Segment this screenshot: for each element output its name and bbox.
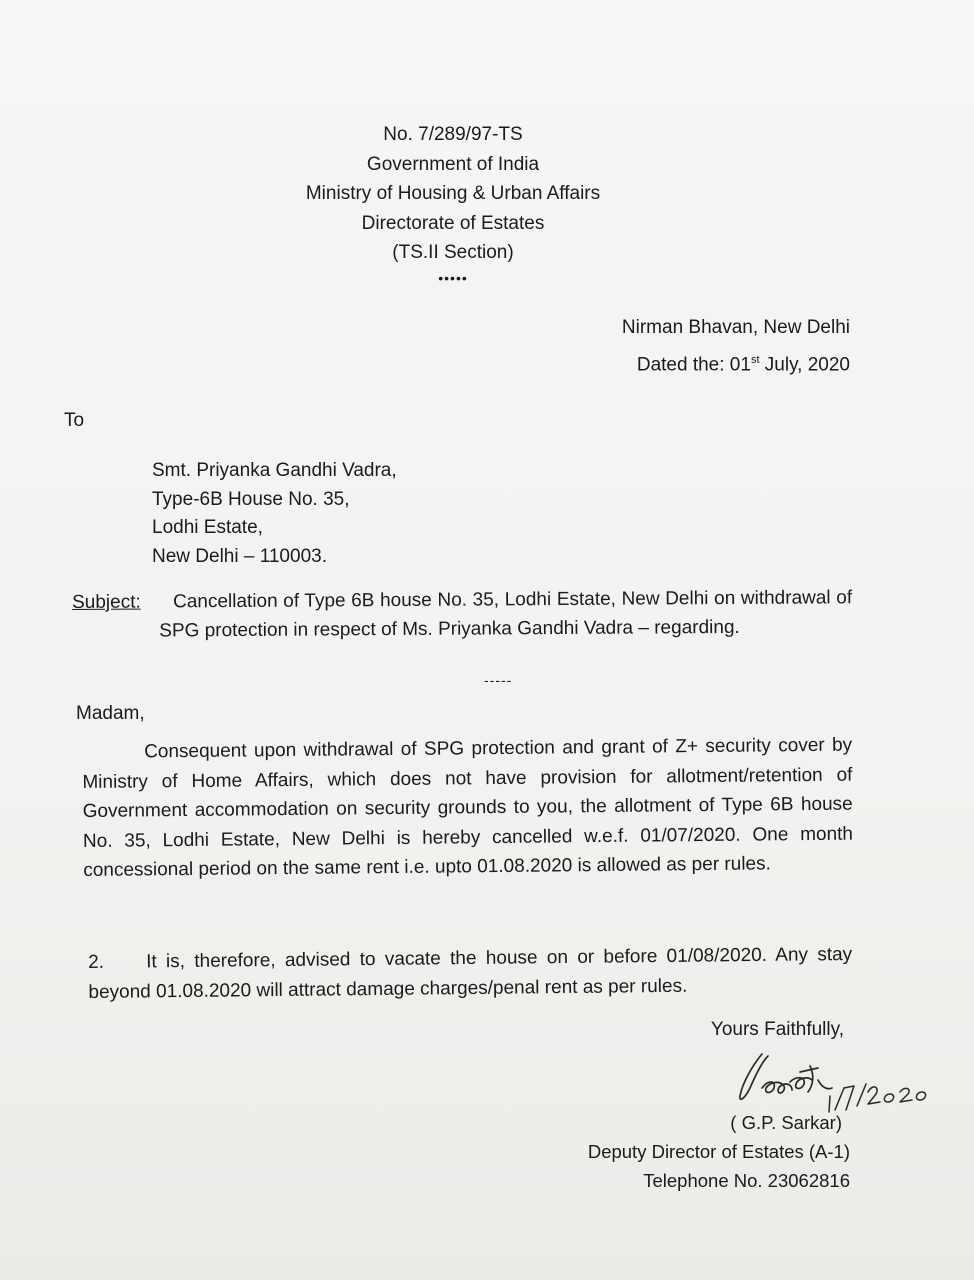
- signatory-designation: Deputy Director of Estates (A-1): [587, 1141, 850, 1162]
- subject-label: Subject:: [72, 591, 141, 613]
- recipient-address: [152, 457, 397, 571]
- subject-text: Cancellation of Type 6B house No. 35, Lodhi Estate, New Delhi on withdrawal of SPG protection in respect of Ms. Priyanka Gandhi Vadra – regarding.: [159, 587, 853, 642]
- closing: Yours Faithfully,: [710, 1019, 844, 1040]
- government-name: Government of India: [366, 153, 540, 175]
- date-prefix: Dated the: 01: [636, 354, 751, 376]
- subject-separator: -----: [484, 672, 513, 688]
- file-number: No. 7/289/97-TS: [383, 124, 523, 145]
- date-suffix: st: [750, 354, 760, 366]
- place-date-block: [622, 312, 850, 381]
- address-line-4: New Delhi – 110003.: [152, 545, 327, 567]
- salutation: Madam,: [76, 703, 145, 724]
- address-line-1: Smt. Priyanka Gandhi Vadra,: [152, 460, 397, 481]
- ministry-name: Ministry of Housing & Urban Affairs: [305, 183, 601, 204]
- date-rest: July, 2020: [759, 354, 850, 376]
- signatory-telephone: Telephone No. 23062816: [643, 1170, 850, 1191]
- paragraph-2: [88, 940, 853, 1008]
- address-line-3: Lodhi Estate,: [152, 517, 263, 538]
- paragraph-2-number: 2.: [88, 951, 105, 973]
- paragraph-2-text: It is, therefore, advised to vacate the house on or before 01/08/2020. Any stay beyond 01.08.2020 will attract damage charges/penal rent as per rules.: [88, 943, 853, 1003]
- signatory-name-text: ( G.P. Sarkar): [730, 1112, 842, 1133]
- place: Nirman Bhavan, New Delhi: [621, 317, 850, 338]
- signatory-block: [588, 1108, 850, 1195]
- section-name: (TS.II Section): [392, 242, 514, 263]
- header-separator: •••••: [438, 269, 468, 286]
- signatory-name: [588, 1108, 850, 1137]
- directorate-name: Directorate of Estates: [361, 212, 545, 234]
- letter-header: [0, 120, 906, 286]
- paragraph-1: Consequent upon withdrawal of SPG protection and grant of Z+ security cover by Ministry of Home Affairs, which does not have provision for allotment/retention of Government accommodation on security grounds to you, the allotment of Type 6B house No. 35, Lodhi Estate, New Delhi is hereby cancelled w.e.f. 01/07/2020. One month concessional period on the same rent i.e. upto 01.08.2020 is allowed as per rules.: [82, 734, 854, 881]
- to-label: To: [64, 410, 85, 431]
- address-line-2: Type-6B House No. 35,: [152, 488, 350, 510]
- subject-block: [72, 583, 852, 646]
- date-line: [622, 344, 850, 381]
